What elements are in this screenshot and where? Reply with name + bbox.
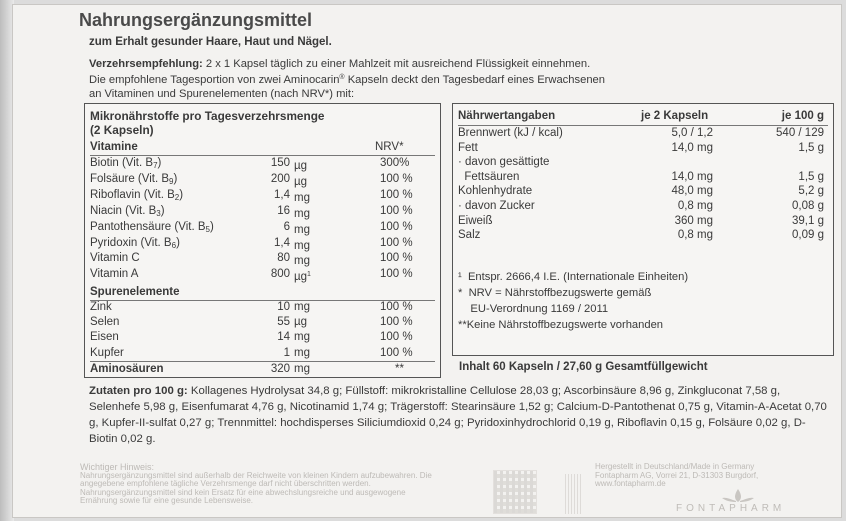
vitamin-name-text: Vitamin A <box>90 268 139 281</box>
vitamin-row <box>90 236 435 251</box>
vitamin-amount: 800 <box>270 268 290 281</box>
ingredients-label: Zutaten pro 100 g: <box>89 385 188 397</box>
footnote: **Keine Nährstoffbezugswerte vorhanden <box>458 319 664 331</box>
trace-amount: 14 <box>277 331 290 344</box>
vitamin-subscript: 6 <box>171 240 177 250</box>
trace-amount: 10 <box>277 301 290 313</box>
micronutrients-heading-1: Mikronährstoffe pro Tagesverzehrsmenge <box>90 109 325 123</box>
nutrition-per-2: 14,0 mg <box>671 170 713 183</box>
vitamin-amount: 1,4 <box>274 188 290 201</box>
vitamin-subscript: 5 <box>205 224 210 234</box>
nutrition-row <box>458 126 828 141</box>
vitamin-name-text: Niacin (Vit. B <box>90 204 157 217</box>
vitamin-row <box>90 204 435 219</box>
footnote: * NRV = Nährstoffbezugswerte gemäß <box>458 287 652 299</box>
amino-nrv: ** <box>395 363 404 375</box>
vitamin-name-text: Pyridoxin (Vit. B <box>90 236 172 249</box>
vitamin-amount: 150 <box>270 157 290 169</box>
vitamin-name-text: Vitamin C <box>90 252 140 265</box>
nutrition-col-2: je 2 Kapseln <box>641 110 709 122</box>
vitamin-nrv: 100 % <box>380 220 413 233</box>
trace-nrv: 100 % <box>380 346 413 359</box>
vitamin-name-close: ) <box>209 220 214 233</box>
vitamin-subscript: 2 <box>174 192 180 202</box>
intake-line-2a: Die empfohlene Tagesportion von zwei Aminocarin <box>89 74 340 86</box>
ingredients <box>89 383 834 447</box>
vitamin-name-text: Pantothensäure (Vit. B <box>90 220 206 233</box>
vitamin-row <box>90 220 435 235</box>
vitamin-row <box>90 188 435 203</box>
vitamin-unit-text: mg <box>294 207 310 220</box>
vitamin-unit <box>294 267 311 285</box>
vitamin-nrv: 100 % <box>380 204 413 217</box>
vitamin-name-close: ) <box>176 236 180 249</box>
qr-code <box>493 470 537 514</box>
nutrition-row <box>458 228 828 243</box>
trace-nrv: 100 % <box>380 331 413 344</box>
vitamin-amount: 200 <box>270 172 290 185</box>
vitamin-row <box>90 172 435 187</box>
nutrition-per-2: 48,0 mg <box>671 185 713 198</box>
micronutrients-heading-2: (2 Kapseln) <box>90 123 154 137</box>
vitamin-unit-text: mg <box>294 255 310 268</box>
nutrition-per-2: 14,0 mg <box>671 141 713 154</box>
vitamin-name-close: ) <box>179 188 184 201</box>
trace-name: Kupfer <box>90 346 124 359</box>
subtitle: zum Erhalt gesunder Haare, Haut und Nägel. <box>89 36 332 48</box>
nutrition-row <box>458 141 828 156</box>
nutrition-row <box>458 184 828 199</box>
nutrition-per-100: 0,09 g <box>792 229 824 242</box>
vitamin-name <box>90 204 165 221</box>
brand-name: FONTAPHARM <box>676 503 786 514</box>
nutrition-name: Kohlenhydrate <box>458 185 533 198</box>
trace-name: Zink <box>90 301 112 313</box>
trace-name: Selen <box>90 316 120 329</box>
vitamin-name <box>90 220 214 237</box>
vitamin-name-close: ) <box>173 172 178 185</box>
nutrition-name: Fett <box>458 141 478 154</box>
manufacturer-info <box>595 463 835 493</box>
vitamin-name-text: Biotin (Vit. B <box>90 157 154 169</box>
vitamin-nrv: 100 % <box>380 236 413 249</box>
trace-unit: mg <box>294 331 310 344</box>
registered-mark: ® <box>339 74 345 81</box>
page-title: Nahrungsergänzungsmittel <box>79 10 313 30</box>
trace-elements-label: Spurenelemente <box>90 286 180 298</box>
vitamin-nrv: 300% <box>380 157 410 169</box>
amino-name: Aminosäuren <box>90 363 164 375</box>
nutrition-per-2: 360 mg <box>674 214 713 227</box>
vitamin-name <box>90 251 140 268</box>
vitamin-unit-text: mg <box>294 239 310 252</box>
nutrition-name: Salz <box>458 229 481 242</box>
vitamin-name-text: Folsäure (Vit. B <box>90 172 170 185</box>
trace-unit: mg <box>294 301 310 313</box>
nutrition-per-2: 0,8 mg <box>677 200 713 212</box>
vitamin-unit-text: µg <box>294 271 308 284</box>
vitamins-label: Vitamine <box>90 141 138 153</box>
nutrition-per-100: 1,5 g <box>798 141 824 154</box>
trace-row <box>90 346 435 361</box>
notice-text: Nahrungsergänzungsmittel sind außerhalb der Reichweite von kleinen Kindern aufzubewahren. Die angegebene empfohlene tägliche Verzehrsmenge darf nicht überschritten werden. Nahrungsergänzungsmittel sind kein Ersatz für eine abwechslungsreiche und ausgewogene Ernährung sowie für eine gesunde Lebensweise. <box>80 470 432 505</box>
nutrition-per-2: 5,0 / 1,2 <box>671 127 713 139</box>
vitamin-footnote-mark: 1 <box>307 271 311 279</box>
vitamin-name <box>90 172 177 189</box>
amino-row <box>90 362 435 377</box>
nutrition-per-100: 1,5 g <box>798 170 824 183</box>
nutrition-name: · davon Zucker <box>458 200 535 212</box>
trace-row <box>90 315 435 330</box>
nutrition-per-100: 540 / 129 <box>776 127 824 139</box>
nutrition-name: Brennwert (kJ / kcal) <box>458 127 563 139</box>
vitamin-amount: 6 <box>283 220 290 233</box>
amino-amount: 320 <box>270 363 290 375</box>
amino-unit: mg <box>294 363 310 375</box>
nutrition-row <box>458 155 828 170</box>
footnote: ¹ Entspr. 2666,4 I.E. (Internationale Einheiten) <box>458 271 689 283</box>
vitamin-nrv: 100 % <box>380 268 413 281</box>
vitamin-nrv: 100 % <box>380 252 413 265</box>
nutrition-per-100: 39,1 g <box>792 214 824 227</box>
nutrition-row <box>458 214 828 229</box>
trace-amount: 55 <box>277 316 290 329</box>
intake-label: Verzehrsempfehlung: <box>89 58 203 70</box>
fontapharm-logo-icon <box>720 487 756 503</box>
nrv-label: NRV* <box>375 141 404 153</box>
vitamin-name <box>90 236 180 253</box>
notice-title: Wichtiger Hinweis: <box>80 463 155 472</box>
vitamin-subscript: 3 <box>156 208 161 218</box>
vitamin-name <box>90 156 161 173</box>
trace-row <box>90 330 435 345</box>
vitamin-subscript: 7 <box>153 161 158 170</box>
vitamin-amount: 80 <box>277 252 290 265</box>
vitamin-unit-text: mg <box>294 223 310 236</box>
content-line: Inhalt 60 Kapseln / 27,60 g Gesamtfüllgewicht <box>459 361 708 373</box>
nutrition-col-1: Nährwertangaben <box>458 110 556 122</box>
company-web: www.fontapharm.de <box>595 479 666 488</box>
nutrition-col-3: je 100 g <box>781 110 824 122</box>
vitamin-amount: 1,4 <box>274 236 290 249</box>
vitamin-nrv: 100 % <box>380 188 413 201</box>
trace-row <box>90 300 435 315</box>
micronutrients-table <box>84 103 441 378</box>
ingredients-text: Kollagenes Hydrolysat 34,8 g; Füllstoff: mikrokristalline Cellulose 28,03 g; Ascorbinsäure 8,96 g, Zinkgluconat 7,58 g, Selenhefe 5,98 g, Eisenfumarat 4,76 g, Nicotinamid 1,74 g; Trägerstoff: Stearinsäure 1,52 g; Calcium-D-Pantothenat 0,75 g, Vitamin-A-Acetat 0,70 g, Kupfer-II-sulfat 0,27 g; Trennmittel: hochdisperses Siliciumdioxid 0,24 g; Pyridoxinhydrochlorid 0,19 g, Riboflavin 0,15 g, Folsäure 0,02 g, D-Biotin 0,02 g. <box>89 385 827 445</box>
vitamin-row <box>90 156 435 171</box>
important-notice <box>80 463 435 518</box>
vitamin-nrv: 100 % <box>380 172 413 185</box>
vitamin-row <box>90 267 435 282</box>
trace-unit: mg <box>294 346 310 359</box>
nutrition-per-100: 0,08 g <box>792 200 824 212</box>
intake-line-2b: Kapseln deckt den Tagesbedarf eines Erwachsenen <box>344 74 605 86</box>
company-address: Fontapharm AG, Vorrei 21, D-31303 Burgdorf, <box>595 470 759 480</box>
nutrition-table <box>452 103 834 356</box>
nutrition-per-2: 0,8 mg <box>677 229 713 242</box>
vitamin-amount: 16 <box>277 204 290 217</box>
nutrition-name: Fettsäuren <box>458 170 520 183</box>
intake-line-3: an Vitaminen und Spurenelementen (nach NRV*) mit: <box>89 88 355 100</box>
vitamin-subscript: 9 <box>169 176 174 186</box>
nutrition-name: · davon gesättigte <box>458 156 550 169</box>
vitamin-unit-text: µg <box>294 160 308 172</box>
vitamin-unit-text: mg <box>294 191 310 204</box>
barcode <box>565 474 583 514</box>
vitamin-name-close: ) <box>157 157 162 169</box>
trace-nrv: 100 % <box>380 301 413 313</box>
nutrition-name: Eiweiß <box>458 214 493 227</box>
trace-unit: µg <box>294 316 308 329</box>
vitamin-name <box>90 267 138 284</box>
trace-name: Eisen <box>90 331 119 344</box>
intake-recommendation <box>89 57 834 101</box>
nutrition-row <box>458 199 828 214</box>
trace-amount: 1 <box>283 346 290 359</box>
vitamin-name-text: Riboflavin (Vit. B <box>90 188 175 201</box>
made-in: Hergestellt in Deutschland/Made in Germany <box>595 462 755 471</box>
vitamin-row <box>90 251 435 266</box>
footnote: EU-Verordnung 1169 / 2011 <box>458 303 609 315</box>
trace-nrv: 100 % <box>380 316 413 329</box>
nutrition-row <box>458 170 828 185</box>
intake-line-1: 2 x 1 Kapsel täglich zu einer Mahlzeit mit ausreichend Flüssigkeit einnehmen. <box>202 58 591 70</box>
vitamin-unit-text: µg <box>294 175 308 188</box>
vitamin-name <box>90 188 183 205</box>
nutrition-per-100: 5,2 g <box>798 185 824 198</box>
vitamin-name-close: ) <box>160 204 165 217</box>
